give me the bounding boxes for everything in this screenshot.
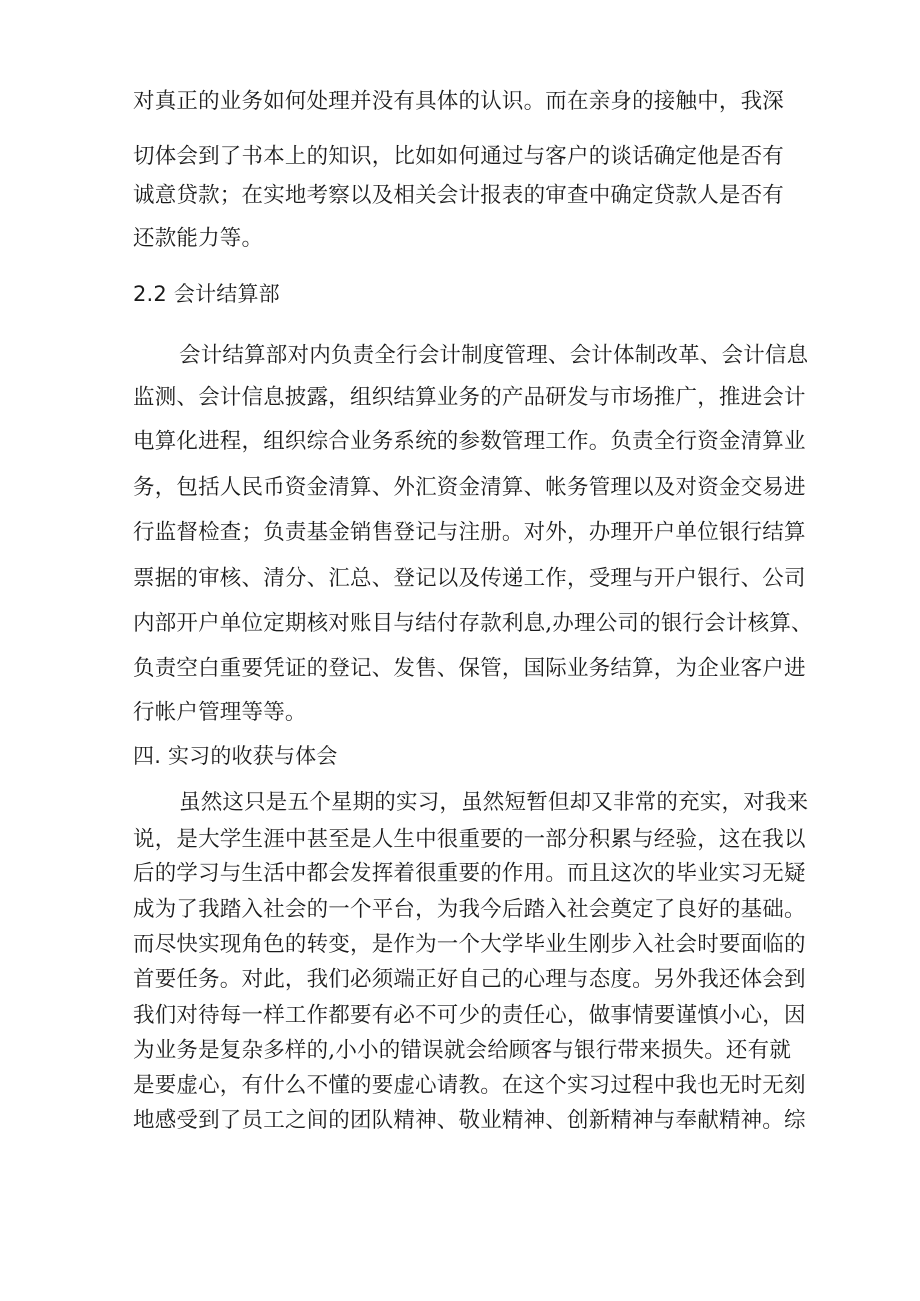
paragraph-line: 后的学习与生活中都会发挥着很重要的作用。而且这次的毕业实习无疑 xyxy=(133,861,806,886)
paragraph-line: 地感受到了员工之间的团队精神、敬业精神、创新精神与奉献精神。综 xyxy=(133,1108,806,1133)
section-heading-2-2: 2.2 会计结算部 xyxy=(133,282,280,306)
paragraph-line: 成为了我踏入社会的一个平台，为我今后踏入社会奠定了良好的基础。 xyxy=(133,897,806,922)
paragraph-line: 说，是大学生涯中甚至是人生中很重要的一部分积累与经验，这在我以 xyxy=(133,827,806,852)
paragraph-line: 虽然这只是五个星期的实习，虽然短暂但却又非常的充实，对我来 xyxy=(179,790,809,815)
paragraph-line: 还款能力等。 xyxy=(133,226,264,251)
paragraph-line: 监测、会计信息披露，组织结算业务的产品研发与市场推广，推进会计 xyxy=(133,385,806,410)
paragraph-line: 为业务是复杂多样的,小小的错误就会给顾客与银行带来损失。还有就 xyxy=(133,1038,792,1063)
paragraph-line: 是要虚心，有什么不懂的要虚心请教。在这个实习过程中我也无时无刻 xyxy=(133,1073,806,1098)
paragraph-line: 行监督检查；负责基金销售登记与注册。对外，办理开户单位银行结算 xyxy=(133,520,806,545)
paragraph-line: 票据的审核、清分、汇总、登记以及传递工作，受理与开户银行、公司 xyxy=(133,566,806,591)
paragraph-line: 诚意贷款；在实地考察以及相关会计报表的审查中确定贷款人是否有 xyxy=(133,183,785,208)
paragraph-line: 对真正的业务如何处理并没有具体的认识。而在亲身的接触中，我深 xyxy=(133,89,785,114)
paragraph-line: 而尽快实现角色的转变，是作为一个大学毕业生刚步入社会时要面临的 xyxy=(133,932,806,957)
paragraph-line: 电算化进程，组织综合业务系统的参数管理工作。负责全行资金清算业 xyxy=(133,429,806,454)
paragraph-line: 会计结算部对内负责全行会计制度管理、会计体制改革、会计信息 xyxy=(179,343,809,368)
paragraph-line: 切体会到了书本上的知识，比如如何通过与客户的谈话确定他是否有 xyxy=(133,144,785,169)
paragraph-line: 内部开户单位定期核对账目与结付存款利息,办理公司的银行会计核算、 xyxy=(133,611,813,636)
paragraph-line: 务，包括人民币资金清算、外汇资金清算、帐务管理以及对资金交易进 xyxy=(133,475,806,500)
paragraph-line: 负责空白重要凭证的登记、发售、保管，国际业务结算，为企业客户进 xyxy=(133,656,806,681)
paragraph-line: 首要任务。对此，我们必须端正好自己的心理与态度。另外我还体会到 xyxy=(133,967,806,992)
section-heading-4: 四. 实习的收获与体会 xyxy=(133,744,338,768)
paragraph-line: 行帐户管理等等。 xyxy=(133,700,307,725)
paragraph-line: 我们对待每一样工作都要有必不可少的责任心，做事情要谨慎小心，因 xyxy=(133,1003,806,1028)
